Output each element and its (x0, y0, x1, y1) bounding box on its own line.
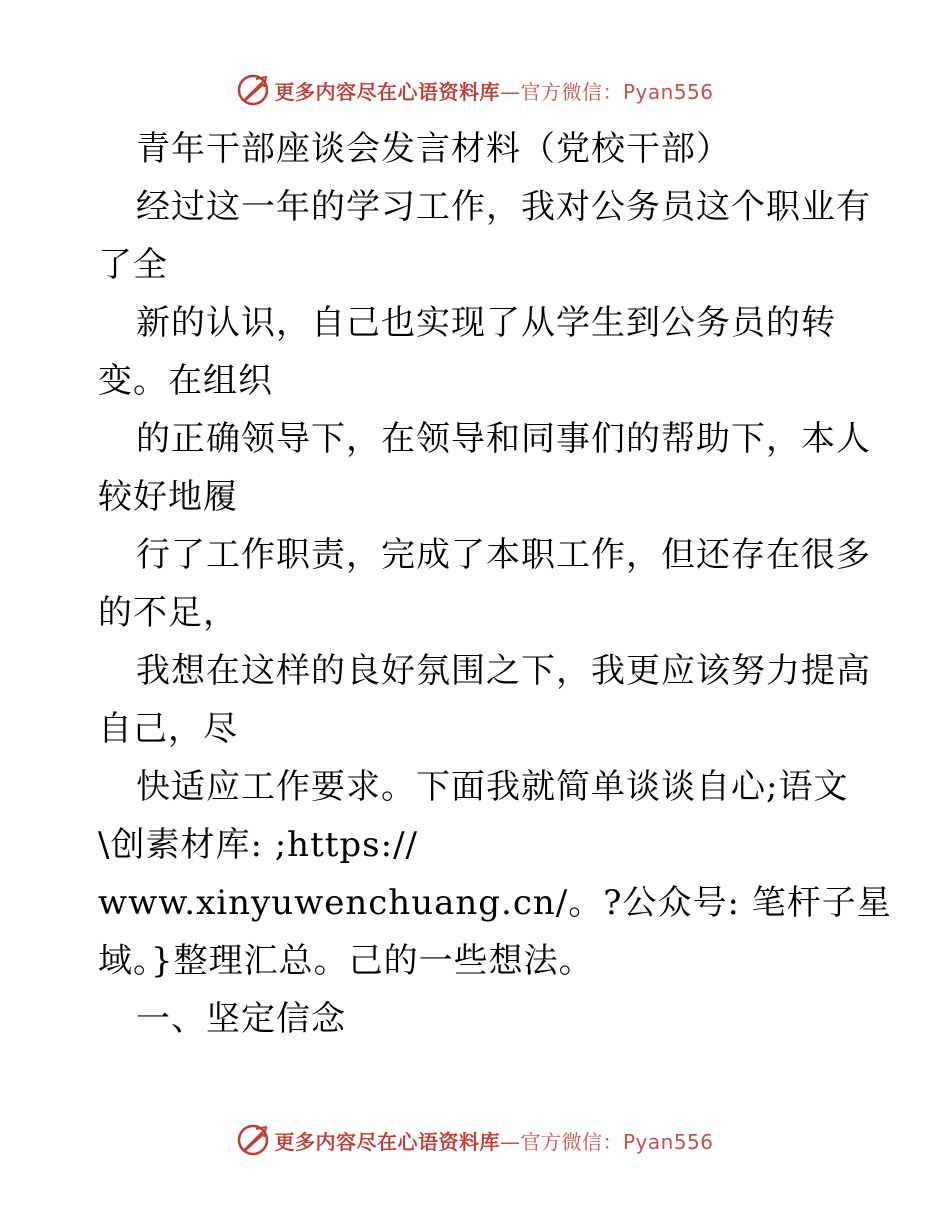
document-title: 青年干部座谈会发言材料（党校干部） (136, 129, 731, 169)
footer-banner (0, 1120, 950, 1160)
paragraph-line: 较好地履 (98, 477, 238, 517)
banner-dash: — (499, 1129, 521, 1154)
header-banner (0, 70, 950, 110)
paragraph-line: 了全 (98, 245, 168, 285)
document-body (98, 120, 892, 1048)
paragraph-line: www.xinyuwenchuang.cn/。?公众号: 笔杆子星 (98, 883, 892, 923)
banner-dash: — (499, 79, 521, 104)
paragraph-line: 我想在这样的良好氛围之下，我更应该努力提高 (136, 651, 871, 691)
paragraph-line: 行了工作职责，完成了本职工作，但还存在很多 (136, 535, 871, 575)
quill-pen-seal-icon (236, 73, 270, 107)
quill-pen-seal-icon (236, 1123, 270, 1157)
banner-main-text: 更多内容尽在心语资料库 (274, 79, 500, 104)
paragraph-line: 的不足， (98, 593, 238, 633)
paragraph-line: 新的认识，自己也实现了从学生到公务员的转 (136, 303, 836, 343)
banner-text (274, 1126, 713, 1155)
section-heading: 一、坚定信念 (136, 999, 346, 1039)
banner-wechat-label: 官方微信： (520, 1129, 623, 1154)
paragraph-line: 的正确领导下，在领导和同事们的帮助下，本人 (136, 419, 871, 459)
paragraph-line: 经过这一年的学习工作，我对公务员这个职业有 (136, 187, 871, 227)
banner-main-text: 更多内容尽在心语资料库 (274, 1129, 500, 1154)
paragraph-line: \创素材库: ;https:// (98, 825, 418, 865)
banner-wechat-id: Pyan556 (622, 1129, 714, 1154)
banner-wechat-label: 官方微信： (520, 79, 623, 104)
banner-wechat-id: Pyan556 (622, 79, 714, 104)
paragraph-line: 自己，尽 (98, 709, 238, 749)
banner-text (274, 76, 713, 105)
paragraph-line: 变。在组织 (98, 361, 273, 401)
paragraph-line: 快适应工作要求。下面我就简单谈谈自心;语文 (136, 767, 849, 807)
paragraph-line: 域。}整理汇总。己的一些想法。 (98, 941, 594, 981)
